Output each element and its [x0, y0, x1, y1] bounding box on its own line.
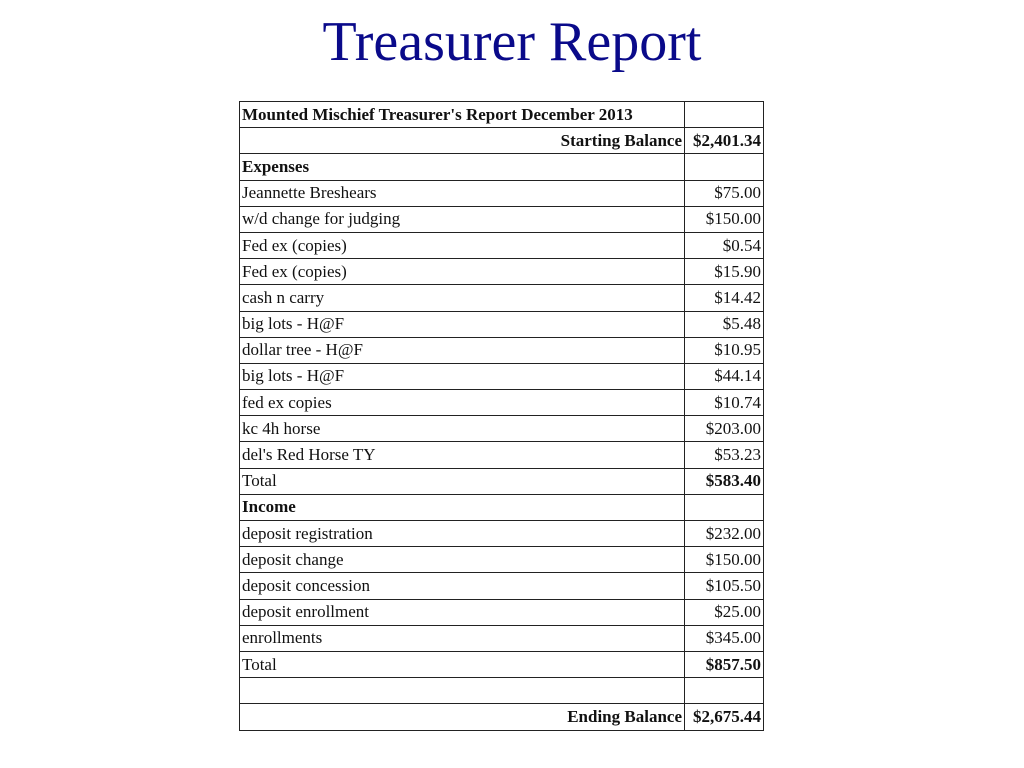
- expense-row: [240, 442, 764, 468]
- expense-row: [240, 311, 764, 337]
- expense-row: [240, 337, 764, 363]
- expense-amount: $150.00: [685, 206, 764, 232]
- expenses-section-label: Expenses: [240, 154, 685, 180]
- expense-item: cash n carry: [240, 285, 685, 311]
- income-total-label: Total: [240, 651, 685, 677]
- income-total-value: $857.50: [685, 651, 764, 677]
- income-item: deposit registration: [240, 521, 685, 547]
- income-item: deposit concession: [240, 573, 685, 599]
- income-row: [240, 547, 764, 573]
- ending-balance-row: [240, 704, 764, 730]
- expense-item: big lots - H@F: [240, 311, 685, 337]
- expenses-total-label: Total: [240, 468, 685, 494]
- expense-item: Jeannette Breshears: [240, 180, 685, 206]
- income-total-row: [240, 651, 764, 677]
- expense-amount: $5.48: [685, 311, 764, 337]
- expense-item: kc 4h horse: [240, 416, 685, 442]
- income-amount: $345.00: [685, 625, 764, 651]
- expense-item: fed ex copies: [240, 390, 685, 416]
- income-amount: $232.00: [685, 521, 764, 547]
- spacer-row: [240, 678, 764, 704]
- income-row: [240, 599, 764, 625]
- report-heading: Mounted Mischief Treasurer's Report December 2013: [240, 102, 685, 128]
- expense-amount: $14.42: [685, 285, 764, 311]
- expense-amount: $15.90: [685, 259, 764, 285]
- empty-cell: [685, 494, 764, 520]
- expense-amount: $203.00: [685, 416, 764, 442]
- expense-amount: $0.54: [685, 232, 764, 258]
- starting-balance-label: Starting Balance: [240, 128, 685, 154]
- expense-amount: $75.00: [685, 180, 764, 206]
- expense-row: [240, 416, 764, 442]
- income-section-label: Income: [240, 494, 685, 520]
- empty-cell: [685, 154, 764, 180]
- income-row: [240, 625, 764, 651]
- expense-item: del's Red Horse TY: [240, 442, 685, 468]
- expense-item: dollar tree - H@F: [240, 337, 685, 363]
- page-title: Treasurer Report: [322, 11, 702, 73]
- expense-item: w/d change for judging: [240, 206, 685, 232]
- empty-cell: [685, 102, 764, 128]
- expense-item: Fed ex (copies): [240, 259, 685, 285]
- income-row: [240, 573, 764, 599]
- expense-amount: $53.23: [685, 442, 764, 468]
- income-item: deposit change: [240, 547, 685, 573]
- expenses-total-value: $583.40: [685, 468, 764, 494]
- expense-amount: $10.95: [685, 337, 764, 363]
- expense-row: [240, 206, 764, 232]
- ending-balance-value: $2,675.44: [685, 704, 764, 730]
- expense-row: [240, 259, 764, 285]
- expenses-total-row: [240, 468, 764, 494]
- expense-item: big lots - H@F: [240, 363, 685, 389]
- expense-row: [240, 180, 764, 206]
- expense-row: [240, 363, 764, 389]
- expense-amount: $10.74: [685, 390, 764, 416]
- starting-balance-value: $2,401.34: [685, 128, 764, 154]
- empty-cell: [685, 678, 764, 704]
- income-row: [240, 521, 764, 547]
- income-amount: $25.00: [685, 599, 764, 625]
- income-header-row: [240, 494, 764, 520]
- income-item: deposit enrollment: [240, 599, 685, 625]
- expense-item: Fed ex (copies): [240, 232, 685, 258]
- income-amount: $105.50: [685, 573, 764, 599]
- income-amount: $150.00: [685, 547, 764, 573]
- starting-balance-row: [240, 128, 764, 154]
- report-heading-row: [240, 102, 764, 128]
- expense-row: [240, 232, 764, 258]
- empty-cell: [240, 678, 685, 704]
- ending-balance-label: Ending Balance: [240, 704, 685, 730]
- income-item: enrollments: [240, 625, 685, 651]
- expense-row: [240, 390, 764, 416]
- expenses-header-row: [240, 154, 764, 180]
- treasurer-report-table: [239, 101, 764, 731]
- expense-amount: $44.14: [685, 363, 764, 389]
- expense-row: [240, 285, 764, 311]
